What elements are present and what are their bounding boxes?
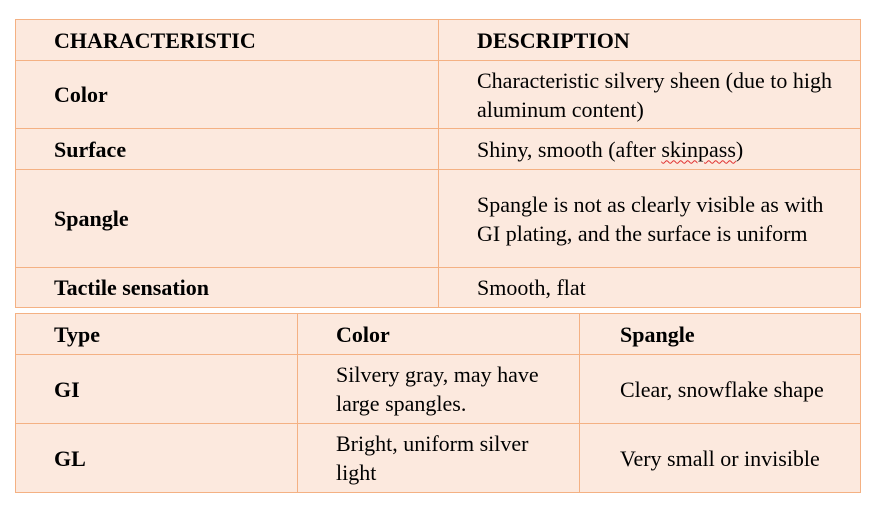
spellcheck-flagged-word[interactable]: skinpass xyxy=(661,136,736,162)
characteristic-cell: Tactile sensation xyxy=(16,268,439,308)
types-table xyxy=(15,313,861,493)
characteristic-cell: Surface xyxy=(16,129,439,170)
header-spangle: Spangle xyxy=(580,314,861,355)
table-row xyxy=(16,129,861,170)
table-header-row xyxy=(16,20,861,61)
type-cell: GL xyxy=(16,424,298,493)
table-row xyxy=(16,61,861,129)
header-color: Color xyxy=(298,314,580,355)
spangle-cell: Very small or invisible xyxy=(580,424,861,493)
description-cell xyxy=(439,129,861,170)
header-characteristic: CHARACTERISTIC xyxy=(16,20,439,61)
color-cell: Bright, uniform silver light xyxy=(298,424,580,493)
table-row xyxy=(16,268,861,308)
description-cell: Smooth, flat xyxy=(439,268,861,308)
description-cell: Spangle is not as clearly visible as with GI plating, and the surface is uniform xyxy=(439,170,861,268)
spangle-cell: Clear, snowflake shape xyxy=(580,355,861,424)
description-text: ) xyxy=(735,136,744,162)
header-type: Type xyxy=(16,314,298,355)
table-row xyxy=(16,424,861,493)
table-header-row xyxy=(16,314,861,355)
table-row xyxy=(16,355,861,424)
description-cell: Characteristic silvery sheen (due to high aluminum content) xyxy=(439,61,861,129)
characteristics-table xyxy=(15,19,861,308)
characteristic-cell: Color xyxy=(16,61,439,129)
type-cell: GI xyxy=(16,355,298,424)
color-cell: Silvery gray, may have large spangles. xyxy=(298,355,580,424)
table-row xyxy=(16,170,861,268)
characteristic-cell: Spangle xyxy=(16,170,439,268)
description-text: Shiny, smooth (after xyxy=(477,136,662,162)
header-description: DESCRIPTION xyxy=(439,20,861,61)
